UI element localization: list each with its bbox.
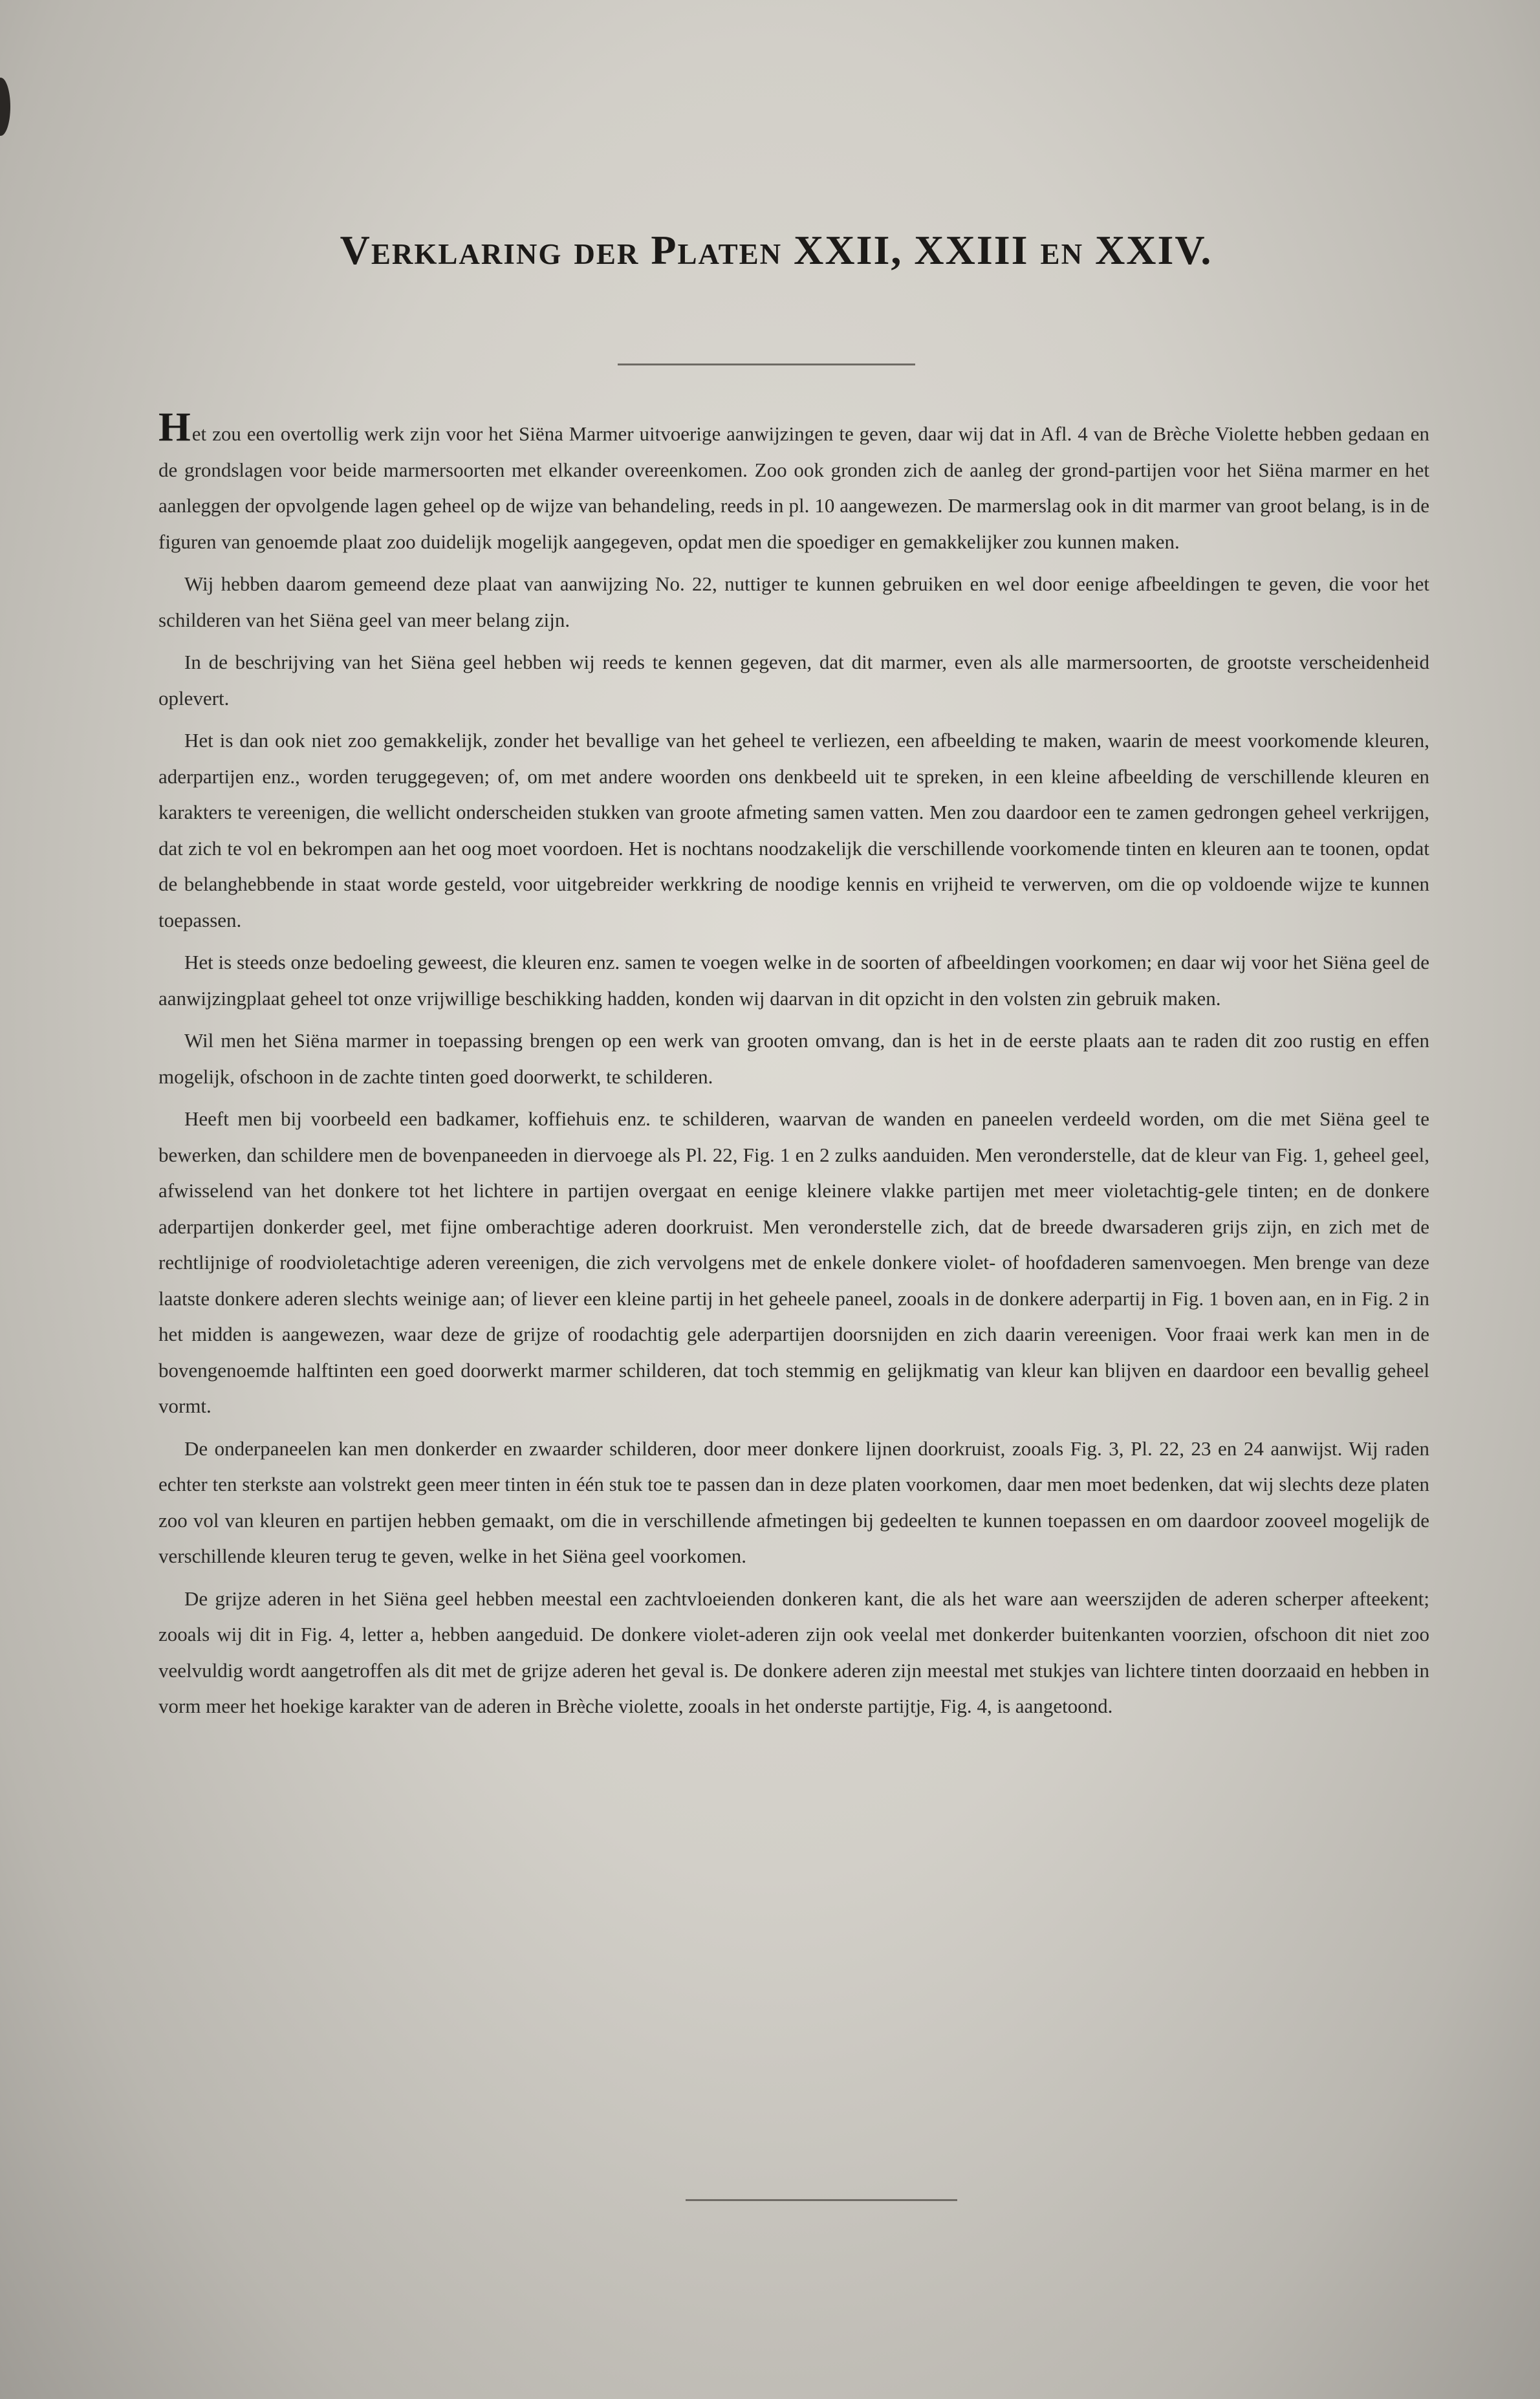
drop-cap: H bbox=[158, 404, 191, 450]
paragraph-4: Het is dan ook niet zoo gemakkelijk, zonder het bevallige van het geheel te verliezen, een afbeelding te maken, waarin de meest voorkomende kleuren, aderpartijen enz., worden teruggegeven; of, om met andere woorden ons denkbeeld uit te spreken, in een kleine afbeelding de verschillende kleuren en karakters te vereenigen, die wellicht onderscheiden stukken van groote afmeting samen vatten. Men zou daardoor een te zamen gedrongen geheel verkrijgen, dat zich te vol en bekrompen aan het oog moet voordoen. Het is nochtans noodzakelijk die verschillende voorkomende tinten en kleuren aan te toonen, opdat de belanghebbende in staat worde gesteld, voor uitgebreider werkkring de noodige kennis en vrijheid te verwerven, om die op voldoende wijze te kunnen toepassen. bbox=[158, 729, 1429, 931]
paragraph-2: Wij hebben daarom gemeend deze plaat van aanwijzing No. 22, nuttiger te kunnen gebruiken en wel door eenige afbeeldingen te geven, die voor het schilderen van het Siëna geel van meer belang zijn. bbox=[158, 572, 1429, 631]
paragraph-3: In de beschrijving van het Siëna geel hebben wij reeds te kennen gegeven, dat dit marmer, even als alle marmersoorten, de grootste verscheidenheid oplevert. bbox=[158, 651, 1429, 710]
article-body bbox=[158, 404, 1429, 1731]
paragraph-6: Wil men het Siëna marmer in toepassing brengen op een werk van grooten omvang, dan is het in de eerste plaats aan te raden dit zoo rustig en effen mogelijk, ofschoon in de zachte tinten goed doorwerkt, te schilderen. bbox=[158, 1029, 1429, 1088]
page-title: Verklaring der Platen XXII, XXIII en XXIV. bbox=[340, 227, 1213, 273]
paragraph-5: Het is steeds onze bedoeling geweest, die kleuren enz. samen te voegen welke in de soorten of afbeeldingen voorkomen; en daar wij voor het Siëna geel de aanwijzingplaat geheel tot onze vrijwillige beschikking hadden, konden wij daarvan in dit opzicht in den volsten zin gebruik maken. bbox=[158, 951, 1429, 1010]
paragraph-1 bbox=[158, 404, 1429, 559]
end-divider bbox=[686, 2199, 957, 2201]
paragraph-text: et zou een overtollig werk zijn voor het Siëna Marmer uitvoerige aanwijzingen te geven, daar wij dat in Afl. 4 van de Brèche Violette hebben gedaan en de grondslagen voor beide marmersoorten met elkander overeenkomen. Zoo ook gronden zich de aanleg der grond-partijen voor het Siëna marmer en het aanleggen der opvolgende lagen geheel op de wijze van behandeling, reeds in pl. 10 aangewezen. De marmerslag ook in dit marmer van groot belang, is in de figuren van genoemde plaat zoo duidelijk mogelijk aangegeven, opdat men die spoediger en gemakkelijker zou kunnen maken. bbox=[158, 422, 1429, 553]
binding-hole-mark bbox=[0, 78, 10, 136]
paragraph-9: De grijze aderen in het Siëna geel hebben meestal een zachtvloeienden donkeren kant, die als het ware aan weerszijden de aderen scherper afteekent; zooals wij dit in Fig. 4, letter a, hebben aangeduid. De donkere violet-aderen zijn ook veelal met donkerder buitenkanten voorzien, ofschoon dit niet zoo veelvuldig wordt aangetroffen als dit met de grijze aderen het geval is. De donkere aderen zijn meestal met stukjes van lichtere tinten doorzaaid en hebben in vorm meer het hoekige karakter van de aderen in Brèche violette, zooals in het onderste partijtje, Fig. 4, is aangetoond. bbox=[158, 1587, 1429, 1717]
paragraph-7: Heeft men bij voorbeeld een badkamer, koffiehuis enz. te schilderen, waarvan de wanden en paneelen verdeeld worden, om die met Siëna geel te bewerken, dan schildere men de bovenpaneeden in diervoege als Pl. 22, Fig. 1 en 2 zulks aanduiden. Men veronderstelle, dat de kleur van Fig. 1, geheel geel, afwisselend van het donkere tot het lichtere in partijen overgaat en eenige kleinere vlakke partijen met meer violetachtig-gele tinten; en de donkere aderpartijen donkerder geel, met fijne omberachtige aderen doorkruist. Men veronderstelle zich, dat de breede dwarsaderen grijs zijn, en zich met de rechtlijnige of roodvioletachtige aderen vereenigen, die zich vervolgens met de enkele donkere violet- of hoofdaderen samenvoegen. Men brenge van deze laatste donkere aderen slechts weinige aan; of liever een kleine partij in het geheele paneel, zooals in de donkere aderpartij in Fig. 1 boven aan, en in Fig. 2 in het midden is aangewezen, waar deze de grijze of roodachtig gele aderpartijen doorsnijden en zich daarin vereenigen. Voor fraai werk kan men in de bovengenoemde halftinten een goed doorwerkt marmer schilderen, dat toch stemmig en gelijkmatig van kleur kan blijven en daardoor een bevallig geheel vormt. bbox=[158, 1107, 1429, 1417]
title-divider bbox=[618, 364, 915, 365]
paragraph-8: De onderpaneelen kan men donkerder en zwaarder schilderen, door meer donkere lijnen doorkruist, zooals Fig. 3, Pl. 22, 23 en 24 aanwijst. Wij raden echter ten sterkste aan volstrekt geen meer tinten in één stuk toe te passen dan in deze platen voorkomen, daar men moet bedenken, dat wij slechts deze platen zoo vol van kleuren en partijen hebben gemaakt, om die in verschillende afmetingen bij gedeelten te kunnen toepassen en om daardoor zooveel mogelijk de verschillende kleuren terug te geven, welke in het Siëna geel voorkomen. bbox=[158, 1437, 1429, 1567]
